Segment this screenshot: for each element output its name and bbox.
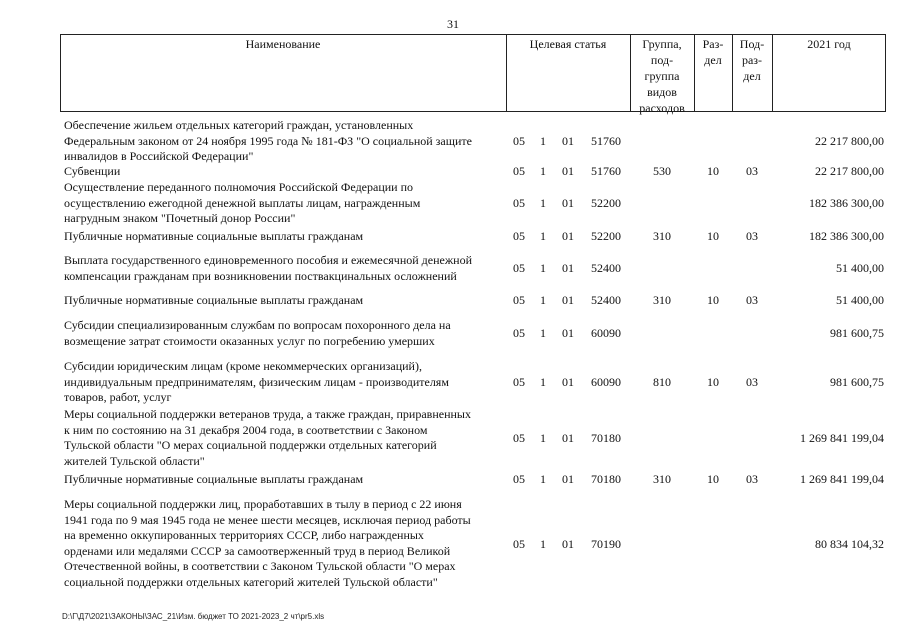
- header-group: Группа, под- группа видов расходов: [639, 37, 685, 115]
- amount-2021: 182 386 300,00: [809, 229, 884, 244]
- target-code-main: 01: [562, 431, 574, 446]
- target-code-main: 01: [562, 261, 574, 276]
- target-code-main: 01: [562, 537, 574, 552]
- expense-group: 530: [653, 164, 671, 179]
- row-name: Субсидии юридическим лицам (кроме некоммерческих организаций), индивидуальным предпринимателям, физическим лицам - производителям товаров, работ, услуг: [64, 359, 449, 404]
- amount-2021: 981 600,75: [830, 326, 884, 341]
- section: 10: [707, 472, 719, 487]
- amount-2021: 22 217 800,00: [815, 134, 884, 149]
- amount-2021: 1 269 841 199,04: [800, 431, 884, 446]
- row-name: Осуществление переданного полномочия Российской Федерации по осуществлению ежегодной денежной выплаты лицам, награжденным нагрудным знаком "Почетный донор России": [64, 180, 421, 225]
- target-code-direction: 52200: [591, 229, 621, 244]
- expense-group: 310: [653, 472, 671, 487]
- target-code-direction: 51760: [591, 164, 621, 179]
- amount-2021: 80 834 104,32: [815, 537, 884, 552]
- section: 10: [707, 375, 719, 390]
- section: 10: [707, 293, 719, 308]
- row-name: Выплата государственного единовременного пособия и ежемесячной денежной компенсации гражданам при возникновении поствакцинальных осложнений: [64, 253, 472, 283]
- target-code-direction: 51760: [591, 134, 621, 149]
- target-code-subprogram: 1: [540, 261, 546, 276]
- table-row: [60, 253, 886, 285]
- table-row: [60, 180, 886, 228]
- page-number: 31: [447, 17, 459, 31]
- amount-2021: 51 400,00: [836, 293, 884, 308]
- target-code-subprogram: 1: [540, 537, 546, 552]
- target-code-direction: 52200: [591, 196, 621, 211]
- target-code-subprogram: 1: [540, 164, 546, 179]
- header-target: Целевая статья: [529, 37, 607, 51]
- table-row: [60, 164, 886, 180]
- amount-2021: 981 600,75: [830, 375, 884, 390]
- target-code-program: 05: [513, 164, 525, 179]
- target-code-direction: 52400: [591, 293, 621, 308]
- amount-2021: 182 386 300,00: [809, 196, 884, 211]
- target-code-main: 01: [562, 229, 574, 244]
- subsection: 03: [746, 164, 758, 179]
- table-row: [60, 407, 886, 471]
- target-code-subprogram: 1: [540, 293, 546, 308]
- table-row: [60, 359, 886, 407]
- target-code-program: 05: [513, 293, 525, 308]
- target-code-program: 05: [513, 431, 525, 446]
- row-name: Меры социальной поддержки лиц, проработавших в тылу в период с 22 июня 1941 года по 9 мая 1945 года не менее шести месяцев, исключая период работы на временно оккупированных территориях СССР, либо награжденных орденами или медалями СССР за самоотверженный труд в период Великой Отечественной войны, в соответствии с Законом Тульской области "О мерах социальной поддержки отдельных категорий жителей Тульской области": [64, 497, 471, 589]
- subsection: 03: [746, 229, 758, 244]
- target-code-subprogram: 1: [540, 196, 546, 211]
- target-code-main: 01: [562, 472, 574, 487]
- subsection: 03: [746, 293, 758, 308]
- target-code-subprogram: 1: [540, 134, 546, 149]
- target-code-main: 01: [562, 375, 574, 390]
- target-code-main: 01: [562, 293, 574, 308]
- target-code-program: 05: [513, 375, 525, 390]
- section: 10: [707, 229, 719, 244]
- table-row: [60, 229, 886, 245]
- table-row: [60, 118, 886, 166]
- expense-group: 310: [653, 229, 671, 244]
- target-code-main: 01: [562, 326, 574, 341]
- target-code-direction: 60090: [591, 326, 621, 341]
- target-code-subprogram: 1: [540, 375, 546, 390]
- target-code-subprogram: 1: [540, 326, 546, 341]
- table-row: [60, 472, 886, 488]
- header-subsection: Под- раз- дел: [739, 37, 765, 83]
- target-code-main: 01: [562, 196, 574, 211]
- table-row: [60, 497, 886, 593]
- target-code-subprogram: 1: [540, 472, 546, 487]
- target-code-direction: 70180: [591, 472, 621, 487]
- expense-group: 310: [653, 293, 671, 308]
- amount-2021: 51 400,00: [836, 261, 884, 276]
- target-code-subprogram: 1: [540, 431, 546, 446]
- section: 10: [707, 164, 719, 179]
- header-year: 2021 год: [807, 37, 851, 51]
- row-name: Публичные нормативные социальные выплаты гражданам: [64, 472, 364, 486]
- table-row: [60, 293, 886, 309]
- amount-2021: 22 217 800,00: [815, 164, 884, 179]
- target-code-program: 05: [513, 326, 525, 341]
- target-code-program: 05: [513, 261, 525, 276]
- amount-2021: 1 269 841 199,04: [800, 472, 884, 487]
- target-code-direction: 52400: [591, 261, 621, 276]
- target-code-subprogram: 1: [540, 229, 546, 244]
- target-code-program: 05: [513, 134, 525, 149]
- subsection: 03: [746, 472, 758, 487]
- target-code-program: 05: [513, 537, 525, 552]
- subsection: 03: [746, 375, 758, 390]
- header-name: Наименование: [245, 37, 321, 51]
- table-row: [60, 318, 886, 350]
- target-code-direction: 70180: [591, 431, 621, 446]
- row-name: Субвенции: [64, 164, 121, 178]
- target-code-direction: 60090: [591, 375, 621, 390]
- expense-group: 810: [653, 375, 671, 390]
- row-name: Субсидии специализированным службам по вопросам похоронного дела на возмещение затрат стоимости оказанных услуг по погребению умерших: [64, 318, 451, 348]
- target-code-program: 05: [513, 472, 525, 487]
- target-code-direction: 70190: [591, 537, 621, 552]
- target-code-main: 01: [562, 134, 574, 149]
- file-path: D:\Г\Д7\2021\ЗАКОНЫ\ЗАС_21\Изм. бюджет ТО 2021-2023_2 чт\pr5.xls: [62, 612, 325, 621]
- target-code-program: 05: [513, 229, 525, 244]
- row-name: Меры социальной поддержки ветеранов труда, а также граждан, приравненных к ним по состоянию на 31 декабря 2004 года, в соответствии с Законом Тульской области "О мерах социальной поддержки отдельных категорий жителей Тульской области": [64, 407, 471, 468]
- row-name: Публичные нормативные социальные выплаты гражданам: [64, 293, 364, 307]
- row-name: Обеспечение жильем отдельных категорий граждан, установленных Федеральным законом от 24 ноября 1995 года № 181-ФЗ "О социальной защите инвалидов в Российской Федерации": [64, 118, 472, 163]
- row-name: Публичные нормативные социальные выплаты гражданам: [64, 229, 364, 243]
- header-section: Раз- дел: [702, 37, 724, 67]
- target-code-program: 05: [513, 196, 525, 211]
- target-code-main: 01: [562, 164, 574, 179]
